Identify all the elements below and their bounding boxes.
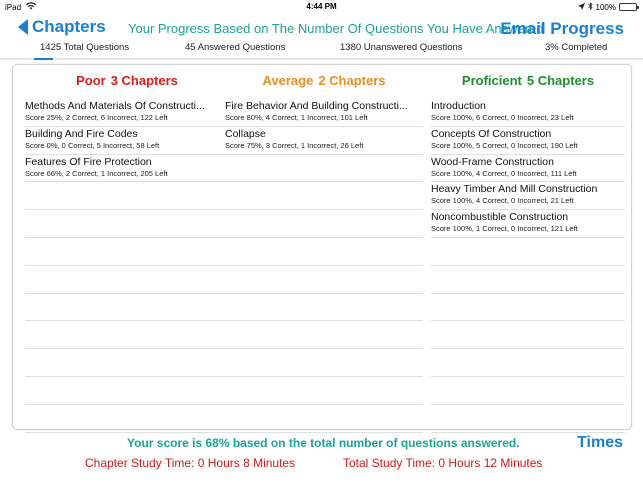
- poor-column-header: [25, 65, 229, 95]
- empty-row: [225, 294, 423, 322]
- email-progress-button[interactable]: Email Progress: [500, 19, 624, 38]
- status-bar: [0, 0, 643, 14]
- chapter-score-detail: Score 66%, 2 Correct, 1 Incorrect, 205 Left: [25, 168, 168, 178]
- empty-row: [25, 321, 229, 349]
- status-time: 4:44 PM: [306, 2, 337, 11]
- poor-chapter-list: [25, 99, 229, 433]
- average-column: [225, 65, 423, 429]
- poor-chapter-row[interactable]: [25, 99, 229, 127]
- proficient-chapter-row[interactable]: [431, 182, 625, 210]
- empty-row: [431, 266, 625, 294]
- poor-chapter-row[interactable]: [25, 155, 229, 183]
- empty-row: [431, 321, 625, 349]
- stats-row: [0, 41, 643, 59]
- poor-chapter-row[interactable]: [25, 127, 229, 155]
- chapter-score-detail: Score 0%, 0 Correct, 5 Incorrect, 58 Left: [25, 140, 160, 150]
- score-summary: Your score is 68% based on the total number of questions answered.: [127, 436, 520, 450]
- empty-row: [225, 405, 423, 433]
- chapter-name: Features Of Fire Protection: [25, 155, 152, 168]
- proficient-chapter-row[interactable]: [431, 127, 625, 155]
- proficient-count: 5 Chapters: [526, 73, 595, 88]
- empty-row: [431, 405, 625, 433]
- status-right: [578, 2, 637, 12]
- chapters-panel: [12, 64, 632, 430]
- empty-row: [225, 155, 423, 183]
- unanswered-questions: 1380 Unanswered Questions: [340, 42, 463, 53]
- empty-row: [225, 266, 423, 294]
- average-chapter-row[interactable]: [225, 127, 423, 155]
- chapter-name: Methods And Materials Of Constructi...: [25, 100, 205, 112]
- empty-row: [431, 377, 625, 405]
- chapter-score-detail: Score 100%, 5 Correct, 0 Incorrect, 190 Left: [431, 140, 578, 150]
- chapter-name: Collapse: [225, 127, 266, 140]
- chapter-score-detail: Score 100%, 6 Correct, 0 Incorrect, 23 Left: [431, 113, 574, 122]
- empty-row: [25, 266, 229, 294]
- chapter-score-detail: Score 80%, 4 Correct, 1 Incorrect, 101 Left: [225, 113, 368, 122]
- average-label: Average: [262, 73, 314, 88]
- chapter-score-detail: Score 25%, 2 Correct, 6 Incorrect, 122 Left: [25, 113, 168, 122]
- chapter-score-detail: Score 75%, 3 Correct, 1 Incorrect, 26 Left: [225, 140, 364, 150]
- chapter-score-detail: Score 100%, 1 Correct, 0 Incorrect, 121 Left: [431, 224, 578, 234]
- total-questions: 1425 Total Questions: [40, 42, 130, 53]
- percent-completed: 3% Completed: [545, 42, 608, 53]
- empty-row: [25, 294, 229, 322]
- chapter-score-detail: Score 100%, 4 Correct, 0 Incorrect, 21 Left: [431, 196, 574, 206]
- battery-percent: 100%: [595, 2, 616, 12]
- answered-questions: 45 Answered Questions: [185, 42, 286, 53]
- total-study-time: Total Study Time: 0 Hours 12 Minutes: [343, 456, 543, 470]
- proficient-chapter-list: [431, 99, 625, 433]
- empty-row: [431, 349, 625, 377]
- proficient-column: [431, 65, 625, 429]
- back-button[interactable]: [18, 17, 106, 37]
- poor-column: [25, 65, 229, 429]
- empty-row: [225, 182, 423, 210]
- page-title: Your Progress Based on The Number Of Questions You Have Answered: [128, 21, 544, 36]
- empty-row: [225, 238, 423, 266]
- back-chevron-icon: [18, 19, 28, 35]
- progress-bar-fill: [34, 58, 53, 60]
- empty-row: [431, 294, 625, 322]
- navigation-bar: [0, 14, 643, 42]
- proficient-chapter-row[interactable]: [431, 99, 625, 127]
- chapter-name: Concepts Of Construction: [431, 127, 552, 140]
- empty-row: [225, 349, 423, 377]
- empty-row: [225, 210, 423, 238]
- empty-row: [431, 238, 625, 266]
- chapter-name: Building And Fire Codes: [25, 127, 138, 140]
- device-name: iPad: [5, 3, 22, 12]
- proficient-chapter-row[interactable]: [431, 210, 625, 238]
- progress-bar: [0, 58, 643, 60]
- empty-row: [225, 377, 423, 405]
- proficient-chapter-row[interactable]: [431, 155, 625, 183]
- empty-row: [25, 377, 229, 405]
- chapter-name: Introduction: [431, 100, 486, 112]
- proficient-column-header: [431, 65, 625, 95]
- empty-row: [25, 238, 229, 266]
- poor-label: Poor: [76, 73, 106, 88]
- chapter-name: Heavy Timber And Mill Construction: [431, 183, 598, 196]
- average-chapter-row[interactable]: [225, 99, 423, 127]
- times-button[interactable]: Times: [577, 434, 623, 451]
- empty-row: [25, 182, 229, 210]
- empty-row: [25, 349, 229, 377]
- proficient-label: Proficient: [461, 73, 522, 88]
- chapter-name: Noncombustible Construction: [431, 211, 569, 224]
- chapter-score-detail: Score 100%, 4 Correct, 0 Incorrect, 111 Left: [431, 168, 577, 178]
- chapter-study-time: Chapter Study Time: 0 Hours 8 Minutes: [85, 456, 296, 470]
- bluetooth-icon: [588, 2, 593, 12]
- average-chapter-list: [225, 99, 423, 433]
- chapter-name: Fire Behavior And Building Constructi...: [225, 100, 408, 112]
- empty-row: [225, 321, 423, 349]
- back-button-label: Chapters: [32, 17, 106, 36]
- location-arrow-icon: [578, 3, 585, 12]
- battery-icon: [619, 3, 637, 11]
- average-count: 2 Chapters: [318, 73, 386, 88]
- empty-row: [25, 210, 229, 238]
- poor-count: 3 Chapters: [110, 73, 178, 88]
- average-column-header: [225, 65, 423, 95]
- chapter-name: Wood-Frame Construction: [431, 155, 554, 168]
- empty-row: [25, 405, 229, 433]
